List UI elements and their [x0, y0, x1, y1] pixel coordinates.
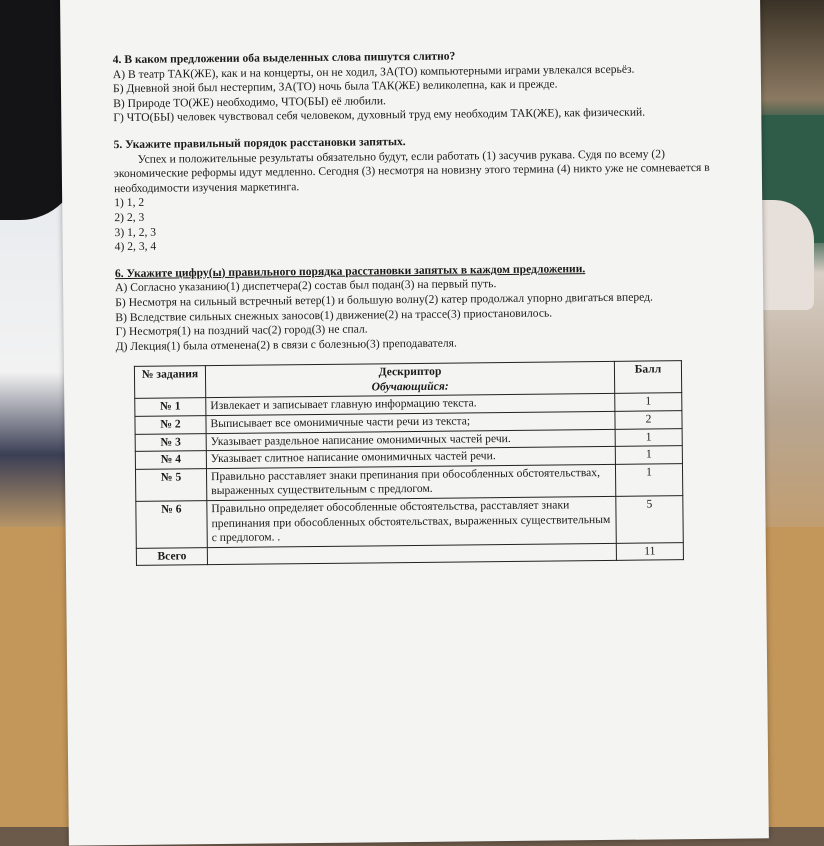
q4-option-a: А) В театр ТАК(ЖЕ), как и на концерты, он не ходил, ЗА(ТО) компьютерными играми увлекался всерьёз.: [112, 62, 635, 81]
col-score-header: Балл: [614, 361, 681, 394]
q4-option-d: Г) ЧТО(БЫ) человек чувствовал себя человеком, духовный труд ему необходим ТАК(ЖЕ), как физический.: [113, 105, 646, 125]
q6-title: 6. Укажите цифру(ы) правильного порядка расстановки запятых в каждом предложении.: [114, 261, 586, 280]
col-desc-sub: Обучающийся:: [371, 379, 449, 394]
q5-text: Успех и положительные результаты обязательно будут, если работать (1) засучив рукава. Судя по всему (2) экономические реформы идут медленно. Сегодня (3) несмотря на новизну этого термина (4) никто уже не сомневается в необходимости изучения маркетинга.: [113, 146, 710, 195]
q4-title: 4. В каком предложении оба выделенных слова пишутся слитно?: [112, 49, 456, 67]
worksheet: [60, 0, 769, 846]
total-label: Всего: [136, 547, 207, 565]
row-desc: Указывает раздельное написание омонимичных частей речи.: [206, 429, 615, 451]
q6-option-c: В) Вследствие сильных снежных заносов(1) движение(2) на трассе(3) приостановилось.: [115, 306, 553, 324]
row-num: № 2: [135, 416, 206, 434]
row-desc: Правильно расставляет знаки препинания при обособленных обстоятельствах, выраженных существительным с предлогом.: [206, 464, 615, 500]
row-num: № 5: [135, 469, 206, 502]
row-score: 1: [615, 464, 682, 497]
total-empty: [207, 543, 616, 565]
row-num: № 3: [135, 433, 206, 451]
q5-option-3: 3) 1, 2, 3: [114, 225, 157, 239]
row-desc: Выписывает все омонимичные части речи из текста;: [206, 411, 615, 433]
row-score: 5: [616, 496, 683, 543]
q6-option-d: Г) Несмотря(1) на поздний час(2) город(3) не спал.: [115, 322, 368, 339]
q4-option-c: В) Природе ТО(ЖЕ) необходимо, ЧТО(БЫ) её любили.: [113, 94, 386, 110]
table-row: [136, 496, 683, 549]
q5-option-4: 4) 2, 3, 4: [114, 239, 157, 254]
q5-title: 5. Укажите правильный порядок расстановки запятых.: [113, 135, 406, 152]
q6-option-b: Б) Несмотря на сильный встречный ветер(1) и большую волну(2) катер продолжал упорно двигаться вперед.: [115, 290, 653, 310]
row-score: 1: [615, 428, 682, 446]
row-num: № 6: [136, 501, 207, 549]
row-desc: Указывает слитное написание омонимичных частей речи.: [206, 447, 615, 469]
row-score: 1: [615, 393, 682, 411]
worksheet-content: [113, 47, 718, 567]
q6-option-e: Д) Лекция(1) была отменена(2) в связи с болезнью(3) преподавателя.: [115, 336, 457, 353]
q4-option-b: Б) Дневной зной был нестерпим, ЗА(ТО) ночь была ТАК(ЖЕ) великолепна, как и прежде.: [112, 77, 558, 96]
q6-option-a: А) Согласно указанию(1) диспетчера(2) состав был подан(3) на первый путь.: [115, 277, 497, 295]
row-score: 1: [615, 446, 682, 464]
descriptor-table: [134, 360, 684, 566]
row-num: № 4: [135, 451, 206, 469]
q5-option-1: 1) 1, 2: [114, 196, 145, 210]
col-desc-header: [205, 362, 614, 398]
col-desc-title: Дескриптор: [378, 364, 442, 379]
total-score: 11: [616, 542, 683, 560]
col-num-header: № задания: [134, 366, 205, 399]
row-score: 2: [615, 411, 682, 429]
q5-option-2: 2) 2, 3: [114, 210, 145, 225]
row-desc: Извлекает и записывает главную информацию текста.: [206, 394, 615, 416]
row-desc: Правильно определяет обособленные обстоятельства, расставляет знаки препинания при обособленных обстоятельствах, выраженных существительным с предлогом. .: [207, 496, 616, 547]
row-num: № 1: [135, 398, 206, 416]
